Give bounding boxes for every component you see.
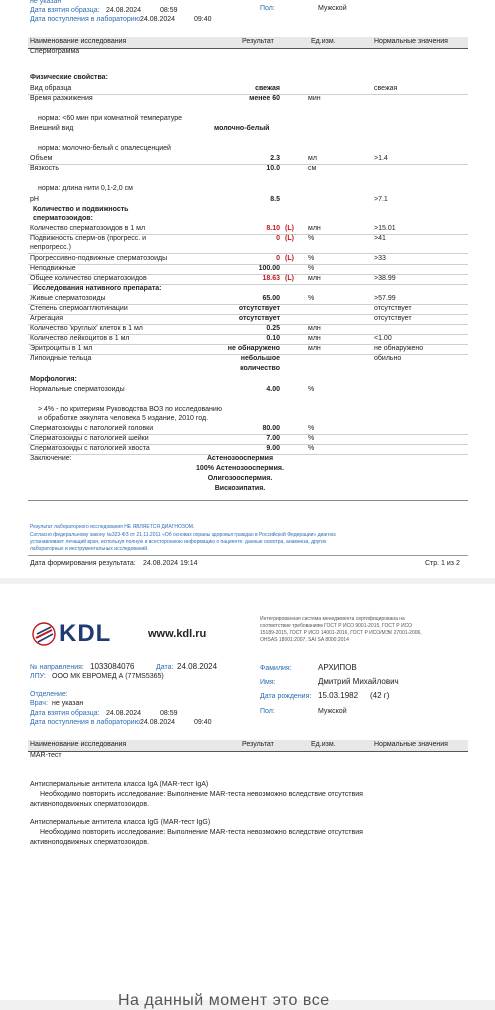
section-quantity-line1: Количество и подвижность — [33, 206, 129, 213]
section-quantity-line2: сперматозоидов: — [33, 215, 93, 222]
kdl-logo-text: KDL — [59, 620, 112, 647]
cert-line: Интегрированная система менеджмента сертифицирована на — [260, 616, 405, 622]
age-value: (42 г) — [370, 691, 390, 700]
table-row — [28, 354, 468, 364]
section-row — [28, 214, 468, 224]
conclusion-line: Вискозипатия. — [214, 485, 266, 492]
row-unit: % — [308, 235, 315, 242]
row-name: Эритроциты в 1 мл — [30, 345, 93, 352]
row-name: pH — [30, 196, 39, 203]
row-result: 2.3 — [270, 155, 280, 162]
name-label: Имя: — [260, 679, 276, 686]
table-row — [28, 164, 468, 174]
col-result-header: Результат — [242, 741, 274, 748]
col-unit-header: Ед.изм. — [311, 741, 336, 748]
divider — [28, 555, 468, 556]
cert-line: 15189-2015, ГОСТ Р ИСО 14001-2016, ГОСТ Р ИСО/МЭК 27001-2006, — [260, 630, 422, 636]
sample-date: 24.08.2024 — [106, 7, 142, 14]
sample-time: 08:59 — [160, 710, 178, 717]
row-name: Неподвижные — [30, 265, 76, 272]
row-unit: % — [308, 295, 315, 302]
cert-line: соответствие требованиям ГОСТ Р ИСО 9001-2015, ГОСТ Р ИСО — [260, 623, 412, 629]
department-label: Отделение: — [30, 691, 68, 698]
row-result: количество — [240, 365, 280, 372]
row-name: Нормальные сперматозоиды — [30, 386, 125, 393]
col-norm-header: Нормальные значения — [374, 38, 448, 45]
lpu-value: ООО МК ЕВРОМЕД А (77MS5365) — [52, 673, 164, 680]
row-flag: (L) — [285, 275, 294, 282]
row-result: менее 60 — [249, 95, 280, 102]
row-norm: >57.99 — [374, 295, 396, 302]
row-norm: >7.1 — [374, 196, 388, 203]
row-norm: >15.01 — [374, 225, 396, 232]
col-name-header: Наименование исследования — [30, 741, 127, 748]
disclaimer-line: Согласно федеральному закону №323-ФЗ от 21.11.2011 «Об основах охраны здоровья граждан в Российской Федерации» диагноз — [30, 532, 336, 538]
page-number: Стр. 1 из 2 — [425, 560, 460, 567]
row-norm: обильно — [374, 355, 402, 362]
norm-note: > 4% - по критериям Руководства ВОЗ по исследованию — [38, 406, 223, 413]
col-name-header: Наименование исследования — [30, 38, 127, 45]
row-unit: % — [308, 435, 315, 442]
row-unit: млн — [308, 225, 321, 232]
row-unit: % — [308, 265, 315, 272]
row-name: Время разжижения — [30, 95, 93, 102]
sample-time: 08:59 — [160, 7, 178, 14]
row-norm: >1.4 — [374, 155, 388, 162]
disclaimer-line: устанавливает лечащий врач, используя полную и всестороннюю информацию о пациенте: данные осмотра, анамнеза, других — [30, 539, 327, 545]
row-result: не обнаружено — [227, 345, 280, 352]
section-row — [28, 73, 468, 83]
sample-date-label: Дата взятия образца: — [30, 710, 100, 717]
row-name: Вид образца — [30, 85, 72, 92]
sex-value: Мужской — [318, 708, 347, 715]
iga-text: активноподвижных сперматозоидов. — [30, 801, 150, 808]
report-page-2 — [0, 584, 495, 1000]
row-result: 0.10 — [266, 335, 280, 342]
row-unit: млн — [308, 275, 321, 282]
conclusion-line: Олигозооспермия. — [207, 475, 273, 482]
formed-value: 24.08.2024 19:14 — [143, 560, 198, 567]
date-label: Дата: — [156, 664, 174, 671]
norm-note-row — [28, 414, 468, 424]
surname-value: АРХИПОВ — [318, 663, 357, 672]
row-name: непрогресс.) — [30, 244, 71, 251]
row-unit: % — [308, 386, 315, 393]
date-value: 24.08.2024 — [177, 662, 218, 671]
row-norm: отсутствует — [374, 315, 412, 322]
igg-title: Антиспермальные антитела класса IgG (MAR-тест IgG) — [30, 819, 211, 826]
lab-date: 24.08.2024 — [140, 16, 176, 23]
conclusion-line: 100% Астенозооспермия. — [196, 465, 284, 472]
row-name: Сперматозоиды с патологией шейки — [30, 435, 149, 442]
sex-value: Мужской — [318, 5, 347, 12]
disclaimer-line: лабораторных и инструментальных исследований. — [30, 546, 149, 552]
row-result: 8.10 — [266, 225, 280, 232]
cert-line: OHSAS 18001:2007, SAI SA 8000:2014 — [260, 637, 349, 643]
col-result-header: Результат — [242, 38, 274, 45]
row-result: 4.00 — [266, 386, 280, 393]
lab-date-label: Дата поступления в лабораторию: — [30, 719, 142, 726]
iga-text: Необходимо повторить исследование: Выполнение MAR-теста невозможно вследствие отсутствия — [40, 791, 363, 798]
row-name: Внешний вид — [30, 125, 74, 132]
row-name: Сперматозоиды с патологией головки — [30, 425, 154, 432]
divider — [28, 500, 468, 501]
test-title-row — [28, 751, 468, 761]
row-norm: не обнаружено — [374, 345, 424, 352]
row-name: Количество сперматозоидов в 1 мл — [30, 225, 146, 232]
row-result: 0 — [276, 235, 280, 242]
row-name: Агрегация — [30, 315, 64, 322]
lab-time: 09:40 — [194, 719, 212, 726]
col-unit-header: Ед.изм. — [311, 38, 336, 45]
row-result: 9.00 — [266, 445, 280, 452]
col-norm-header: Нормальные значения — [374, 741, 448, 748]
row-result: 0 — [276, 255, 280, 262]
row-norm: свежая — [374, 85, 398, 92]
row-result: 18.63 — [262, 275, 280, 282]
row-norm: >41 — [374, 235, 386, 242]
row-result: 0.25 — [266, 325, 280, 332]
iga-title: Антиспермальные антитела класса IgA (MAR-тест IgA) — [30, 781, 209, 788]
row-unit: мин — [308, 95, 321, 102]
section-physical: Физические свойства: — [30, 74, 108, 81]
lpu-label: ЛПУ: — [30, 673, 46, 680]
row-result: отсутствует — [238, 305, 280, 312]
birth-label: Дата рождения: — [260, 693, 312, 700]
doctor-value: не указан — [52, 700, 84, 707]
norm-note: норма: длина нити 0,1-2,0 см — [38, 185, 133, 192]
birth-value: 15.03.1982 — [318, 691, 359, 700]
sample-date-label: Дата взятия образца: — [30, 7, 100, 14]
row-result: 80.00 — [262, 425, 280, 432]
row-result: свежая — [255, 85, 280, 92]
bottom-caption: На данный момент это все — [118, 992, 330, 1009]
row-name: Прогрессивно-подвижные сперматозоиды — [30, 255, 168, 262]
row-norm: >33 — [374, 255, 386, 262]
section-morphology: Морфология: — [30, 376, 77, 383]
norm-note-row — [28, 184, 468, 194]
row-unit: % — [308, 255, 315, 262]
section-native: Исследования нативного препарата: — [33, 285, 162, 292]
conclusion-text — [150, 454, 330, 494]
formed-label: Дата формирования результата: — [30, 560, 136, 567]
row-unit: млн — [308, 335, 321, 342]
conclusion-label: Заключение: — [30, 455, 72, 462]
row-result: отсутствует — [238, 315, 280, 322]
row-name: Количество 'круглых' клеток в 1 мл — [30, 325, 143, 332]
row-name: Сперматозоиды с патологией хвоста — [30, 445, 150, 452]
norm-note-row — [28, 114, 468, 124]
row-unit: млн — [308, 345, 321, 352]
surname-label: Фамилия: — [260, 665, 292, 672]
table-row-continuation — [28, 364, 468, 374]
norm-note: и обработке эякулята человека 5 издание, 2010 год. — [38, 415, 209, 422]
table-row — [28, 94, 468, 104]
table-row — [28, 195, 468, 205]
row-result: 7.00 — [266, 435, 280, 442]
norm-note: норма: молочно-белый с опалесценцией — [38, 145, 171, 152]
row-name: Объем — [30, 155, 53, 162]
doctor-value-cut: не указан — [30, 0, 62, 5]
section-row — [28, 284, 468, 294]
sample-date: 24.08.2024 — [106, 710, 142, 717]
row-norm: >38.99 — [374, 275, 396, 282]
lab-date: 24.08.2024 — [140, 719, 176, 726]
row-name: Подвижность сперм-ов (прогресс. и — [30, 235, 147, 242]
test-title: MAR-тест — [30, 752, 62, 759]
sex-label: Пол: — [260, 708, 275, 715]
igg-text: активноподвижных сперматозоидов. — [30, 839, 150, 846]
row-unit: мл — [308, 155, 317, 162]
row-result: молочно-белый — [214, 125, 270, 132]
row-result: небольшое — [240, 355, 280, 362]
row-result: 10.0 — [266, 165, 280, 172]
norm-note-row — [28, 144, 468, 154]
sex-label: Пол: — [260, 5, 275, 12]
name-value: Дмитрий Михайлович — [318, 677, 399, 686]
lab-time: 09:40 — [194, 16, 212, 23]
row-name: Липоидные тельца — [30, 355, 92, 362]
row-name: Живые сперматозоиды — [30, 295, 106, 302]
row-unit: см — [308, 165, 317, 172]
row-norm: <1.00 — [374, 335, 392, 342]
test-title-row — [28, 47, 468, 57]
row-name: Количество лейкоцитов в 1 мл — [30, 335, 130, 342]
row-flag: (L) — [285, 225, 294, 232]
kdl-logo-icon — [32, 622, 56, 646]
norm-note: норма: <60 мин при комнатной температуре — [38, 115, 183, 122]
row-flag: (L) — [285, 235, 294, 242]
row-norm: отсутствует — [374, 305, 412, 312]
site-url: www.kdl.ru — [148, 628, 207, 640]
direction-label: № направления: — [30, 664, 84, 671]
igg-text: Необходимо повторить исследование: Выполнение MAR-теста невозможно вследствие отсутствия — [40, 829, 363, 836]
table-row-continuation — [28, 243, 468, 254]
row-flag: (L) — [285, 255, 294, 262]
row-unit: % — [308, 445, 315, 452]
row-result: 65.00 — [262, 295, 280, 302]
row-name: Степень спермоагглютинации — [30, 305, 128, 312]
section-row — [28, 375, 468, 385]
row-result: 8.5 — [270, 196, 280, 203]
row-result: 100.00 — [258, 265, 280, 272]
row-unit: % — [308, 425, 315, 432]
table-row — [28, 385, 468, 395]
row-name: Вязкость — [30, 165, 59, 172]
table-row — [28, 124, 468, 134]
doctor-label: Врач: — [30, 700, 48, 707]
row-unit: млн — [308, 325, 321, 332]
row-name: Общее количество сперматозоидов — [30, 275, 147, 282]
direction-value: 1033084076 — [90, 662, 135, 671]
test-title: Спермограмма — [30, 48, 80, 55]
lab-date-label: Дата поступления в лабораторию: — [30, 16, 142, 23]
disclaimer-line: Результат лабораторного исследования НЕ ЯВЛЯЕТСЯ ДИАГНОЗОМ. — [30, 524, 195, 530]
conclusion-line: Астенозооспермия — [206, 455, 274, 462]
